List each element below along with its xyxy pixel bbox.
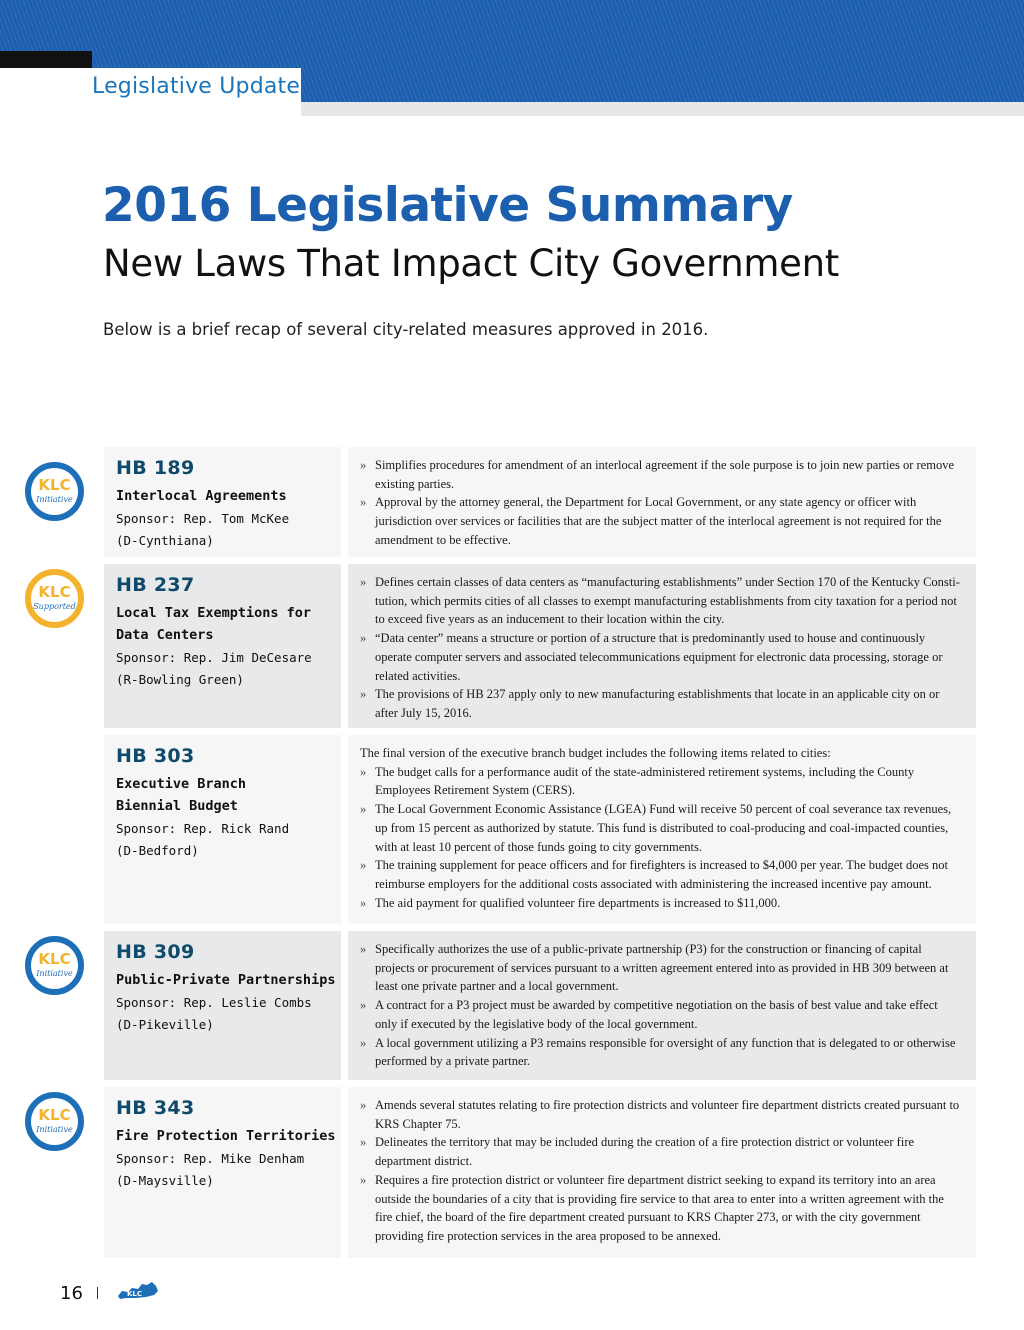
bill-lead-text: The final version of the executive branch budget includes the following items related to cities: (360, 746, 831, 760)
section-tab (0, 68, 301, 116)
bill-point: » Defines certain classes of data centers as “manufacturing establishments” under Section 170 of the Kentucky Consti-tution, which permits cities of all classes to exempt manufacturing establishments from city taxation for a period not to exceed five years as an inducement to their location within the city. (360, 573, 962, 629)
bill-details (348, 735, 976, 924)
bill-name: Executive Branch (116, 776, 247, 792)
bill-party: (D-Bedford) (116, 843, 199, 858)
bill-party: (D-Pikeville) (116, 1017, 214, 1032)
svg-text:KLC: KLC (127, 1290, 143, 1298)
bill-details (348, 931, 976, 1080)
bill-info (104, 735, 341, 924)
bill-info (104, 931, 341, 1080)
bill-row-hb189 (0, 447, 1024, 557)
bill-details (348, 447, 976, 557)
bill-sponsor: Sponsor: Rep. Jim DeCesare (116, 650, 312, 665)
bill-info (104, 1087, 341, 1258)
bill-point: » Specifically authorizes the use of a public-private partnership (P3) for the construction or financing of capital projects or procurement of services pursuant to a written agreement entered into as provided in HB 309 between at least one private partner and a local government. (360, 940, 962, 996)
bill-point: » The provisions of HB 237 apply only to new manufacturing establishments that locate in an applicable city on or after July 15, 2016. (360, 685, 962, 722)
bill-name: Fire Protection Territories (116, 1128, 336, 1144)
bill-name: Interlocal Agreements (116, 488, 287, 504)
bill-point: » Delineates the territory that may be included during the creation of a fire protection district or volunteer fire department district. (360, 1133, 962, 1170)
badge-script-text: Initiative (36, 495, 73, 504)
bill-name: Local Tax Exemptions for (116, 605, 312, 621)
klc-supported-badge-icon (25, 569, 84, 628)
bill-row-hb309 (0, 931, 1024, 1080)
bill-number: HB 189 (116, 457, 195, 479)
section-label: Legislative Update (92, 74, 301, 99)
klc-kentucky-logo-icon (116, 1280, 160, 1302)
badge-logo-text: KLC (38, 950, 71, 968)
footer-divider (97, 1287, 98, 1299)
badge-logo-text: KLC (38, 583, 71, 601)
bill-row-hb303 (0, 735, 1024, 924)
page-number: 16 (60, 1283, 83, 1304)
bill-point: » The aid payment for qualified volunteer fire departments is increased to $11,000. (360, 894, 962, 913)
bill-info (104, 447, 341, 557)
bill-point: » Simplifies procedures for amendment of an interlocal agreement if the sole purpose is to join new parties or remove existing parties. (360, 456, 962, 493)
bill-party: (R-Bowling Green) (116, 672, 244, 687)
badge-script-text: Initiative (36, 1125, 73, 1134)
bill-number: HB 309 (116, 941, 195, 963)
bill-number: HB 237 (116, 574, 195, 596)
klc-initiative-badge-icon (25, 1092, 84, 1151)
bill-point: » A contract for a P3 project must be awarded by competitive negotiation on the basis of best value and take effect only if executed by the legislative body of the local government. (360, 996, 962, 1033)
bill-number: HB 303 (116, 745, 195, 767)
bill-sponsor: Sponsor: Rep. Leslie Combs (116, 995, 312, 1010)
bill-sponsor: Sponsor: Rep. Mike Denham (116, 1151, 305, 1166)
bill-name: Public-Private Partnerships (116, 972, 336, 988)
page-subtitle: New Laws That Impact City Government (103, 242, 839, 285)
bill-party: (D-Maysville) (116, 1173, 214, 1188)
bill-details (348, 1087, 976, 1258)
bill-point: » The training supplement for peace officers and for firefighters is increased to $4,000 per year. The budget does not reimburse employers for the additional costs associated with administering the increased incentive pay amount. (360, 856, 962, 893)
header-black-tab (0, 51, 92, 68)
badge-logo-text: KLC (38, 476, 71, 494)
bill-point: » Amends several statutes relating to fire protection districts and volunteer fire department districts created pursuant to KRS Chapter 75. (360, 1096, 962, 1133)
intro-text: Below is a brief recap of several city-related measures approved in 2016. (103, 320, 709, 339)
bill-name: Biennial Budget (116, 798, 238, 814)
bill-name: Data Centers (116, 627, 214, 643)
bill-point: » Requires a fire protection district or volunteer fire department district seeking to expand its territory into an area outside the boundaries of a city that is providing fire service to that area to enter into a written agreement with the fire chief, the board of the fire department created pursuant to KRS Chapter 273, or with the city government providing fire protection services in the area proposed to be annexed. (360, 1171, 962, 1246)
badge-script-text: Initiative (36, 969, 73, 978)
bill-info (104, 564, 341, 728)
bill-sponsor: Sponsor: Rep. Tom McKee (116, 511, 290, 526)
page-title: 2016 Legislative Summary (102, 178, 793, 233)
bill-sponsor: Sponsor: Rep. Rick Rand (116, 821, 290, 836)
badge-logo-text: KLC (38, 1106, 71, 1124)
klc-initiative-badge-icon (25, 936, 84, 995)
klc-initiative-badge-icon (25, 462, 84, 521)
bill-number: HB 343 (116, 1097, 195, 1119)
badge-script-text: Supported (33, 602, 76, 611)
bill-row-hb343 (0, 1087, 1024, 1258)
bill-point: » The Local Government Economic Assistance (LGEA) Fund will receive 50 percent of coal severance tax revenues, up from 15 percent as authorized by statute. This fund is distributed to coal-producing and coal-impacted counties, with at least 10 percent of those funds going to city governments. (360, 800, 962, 856)
bill-party: (D-Cynthiana) (116, 533, 214, 548)
bill-point: » The budget calls for a performance audit of the state-administered retirement systems, including the County Employees Retirement System (CERS). (360, 763, 962, 800)
bill-point: » Approval by the attorney general, the Department for Local Government, or any state agency or officer with jurisdiction over services or facilities that are the subject matter of the interlocal agreement is not required for the amendment to be effective. (360, 493, 962, 549)
bill-details (348, 564, 976, 728)
bill-point: » “Data center” means a structure or portion of a structure that is predominantly used to house and continuously operate computer servers and associated telecommunications equipment for electronic data processing, storage or related activities. (360, 629, 962, 685)
bill-row-hb237 (0, 564, 1024, 728)
bill-point: » A local government utilizing a P3 remains responsible for oversight of any function that is delegated to or otherwise performed by a private partner. (360, 1034, 962, 1071)
